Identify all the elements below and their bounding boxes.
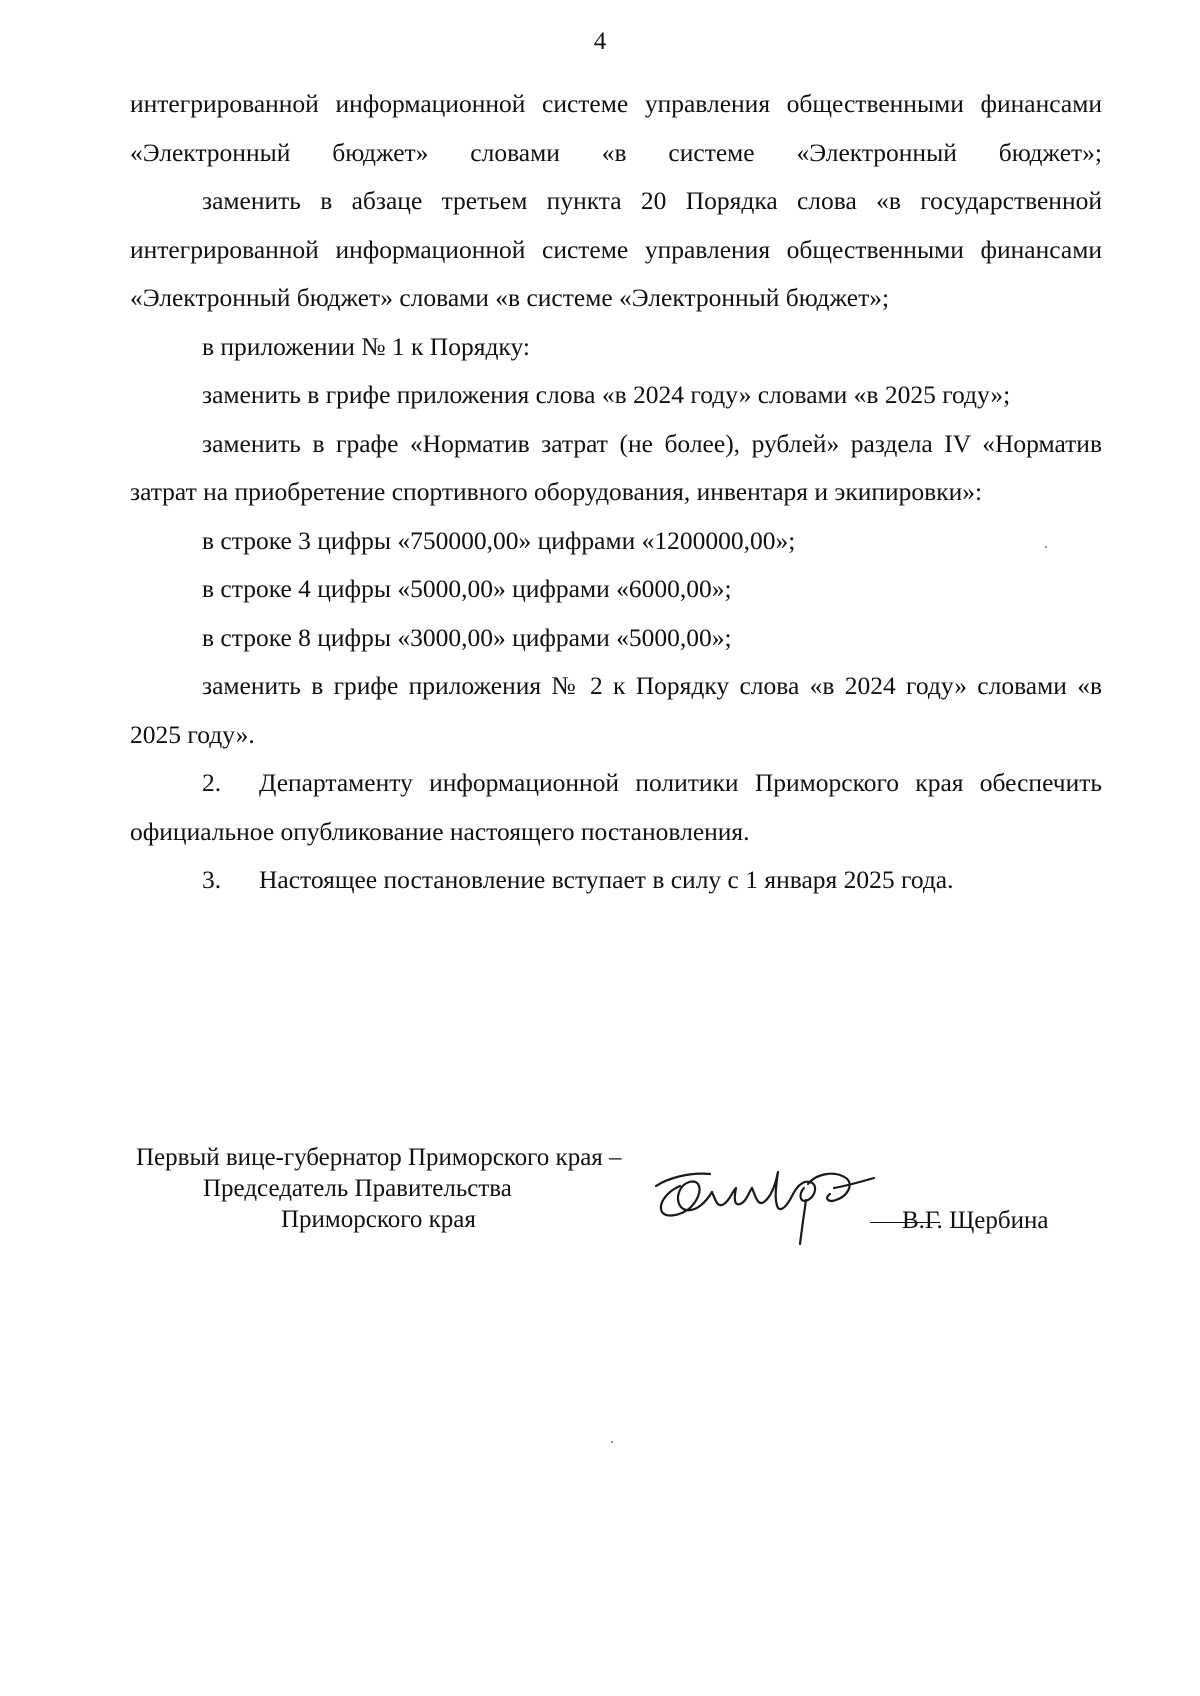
item-number: 3. [202, 865, 222, 894]
paragraph-text: Настоящее постановление вступает в силу с 1 января 2025 года. [259, 865, 954, 894]
paragraph-appendix-1-stamp [130, 371, 1102, 420]
paragraph-text: в приложении № 1 к Порядку: [202, 331, 530, 361]
numbered-item-3 [130, 856, 1102, 905]
signer-position-line: Приморского края [281, 1206, 476, 1233]
paragraph-text: интегрированной информационной системе управления общественными финансами «Электронный бюджет» словами «в системе «Электронный бюджет»; [130, 89, 1102, 167]
paragraph-row-8 [130, 614, 1102, 663]
paragraph-row-3 [130, 517, 1102, 566]
paragraph-row-4 [130, 565, 1102, 614]
paragraph-text: заменить в абзаце третьем пункта 20 Порядка слова «в государственной интегрированной информационной системе управления общественными финансами «Электронный бюджет» словами «в системе «Электронный бюджет»; [130, 186, 1102, 312]
signer-initials: В.Г. [902, 1207, 943, 1234]
paragraph-text: в строке 8 цифры «3000,00» цифрами «5000,00»; [202, 622, 732, 652]
paragraph-replace-clause-20 [130, 177, 1102, 323]
paragraph-appendix-1-heading [130, 323, 1102, 372]
paragraph-text: заменить в грифе приложения слова «в 2024 году» словами «в 2025 году»; [202, 380, 1011, 409]
item-number: 2. [202, 768, 222, 797]
document-body [130, 80, 1102, 905]
signer-surname: Щербина [942, 1207, 1049, 1234]
paragraph-text: в строке 4 цифры «5000,00» цифрами «6000,00»; [202, 574, 732, 603]
scan-speck [1045, 546, 1047, 548]
page-number: 4 [593, 28, 607, 55]
paragraph-appendix-2-stamp [130, 662, 1102, 759]
signer-position-line: Председатель Правительства [203, 1175, 512, 1202]
signer-position-line: Первый вице-губернатор Приморского края – [136, 1144, 622, 1171]
paragraph-continuation [130, 80, 1102, 177]
scan-speck [611, 1441, 613, 1443]
handwritten-signature [650, 1158, 880, 1250]
paragraph-text: в строке 3 цифры «750000,00» цифрами «1200000,00»; [202, 525, 796, 555]
paragraph-text: заменить в грифе приложения № 2 к Порядку слова «в 2024 году» словами «в 2025 году». [130, 671, 1102, 749]
numbered-item-2 [130, 759, 1102, 856]
paragraph-cost-norm-column [130, 420, 1102, 517]
signer-position [136, 1142, 622, 1235]
paragraph-text: Департаменту информационной политики Приморского края обеспечить официальное опубликование настоящего постановления. [130, 768, 1102, 846]
signer-name [902, 1207, 1048, 1235]
paragraph-text: заменить в графе «Норматив затрат (не более), рублей» раздела IV «Норматив затрат на приобретение спортивного оборудования, инвентаря и экипировки»: [130, 428, 1102, 506]
